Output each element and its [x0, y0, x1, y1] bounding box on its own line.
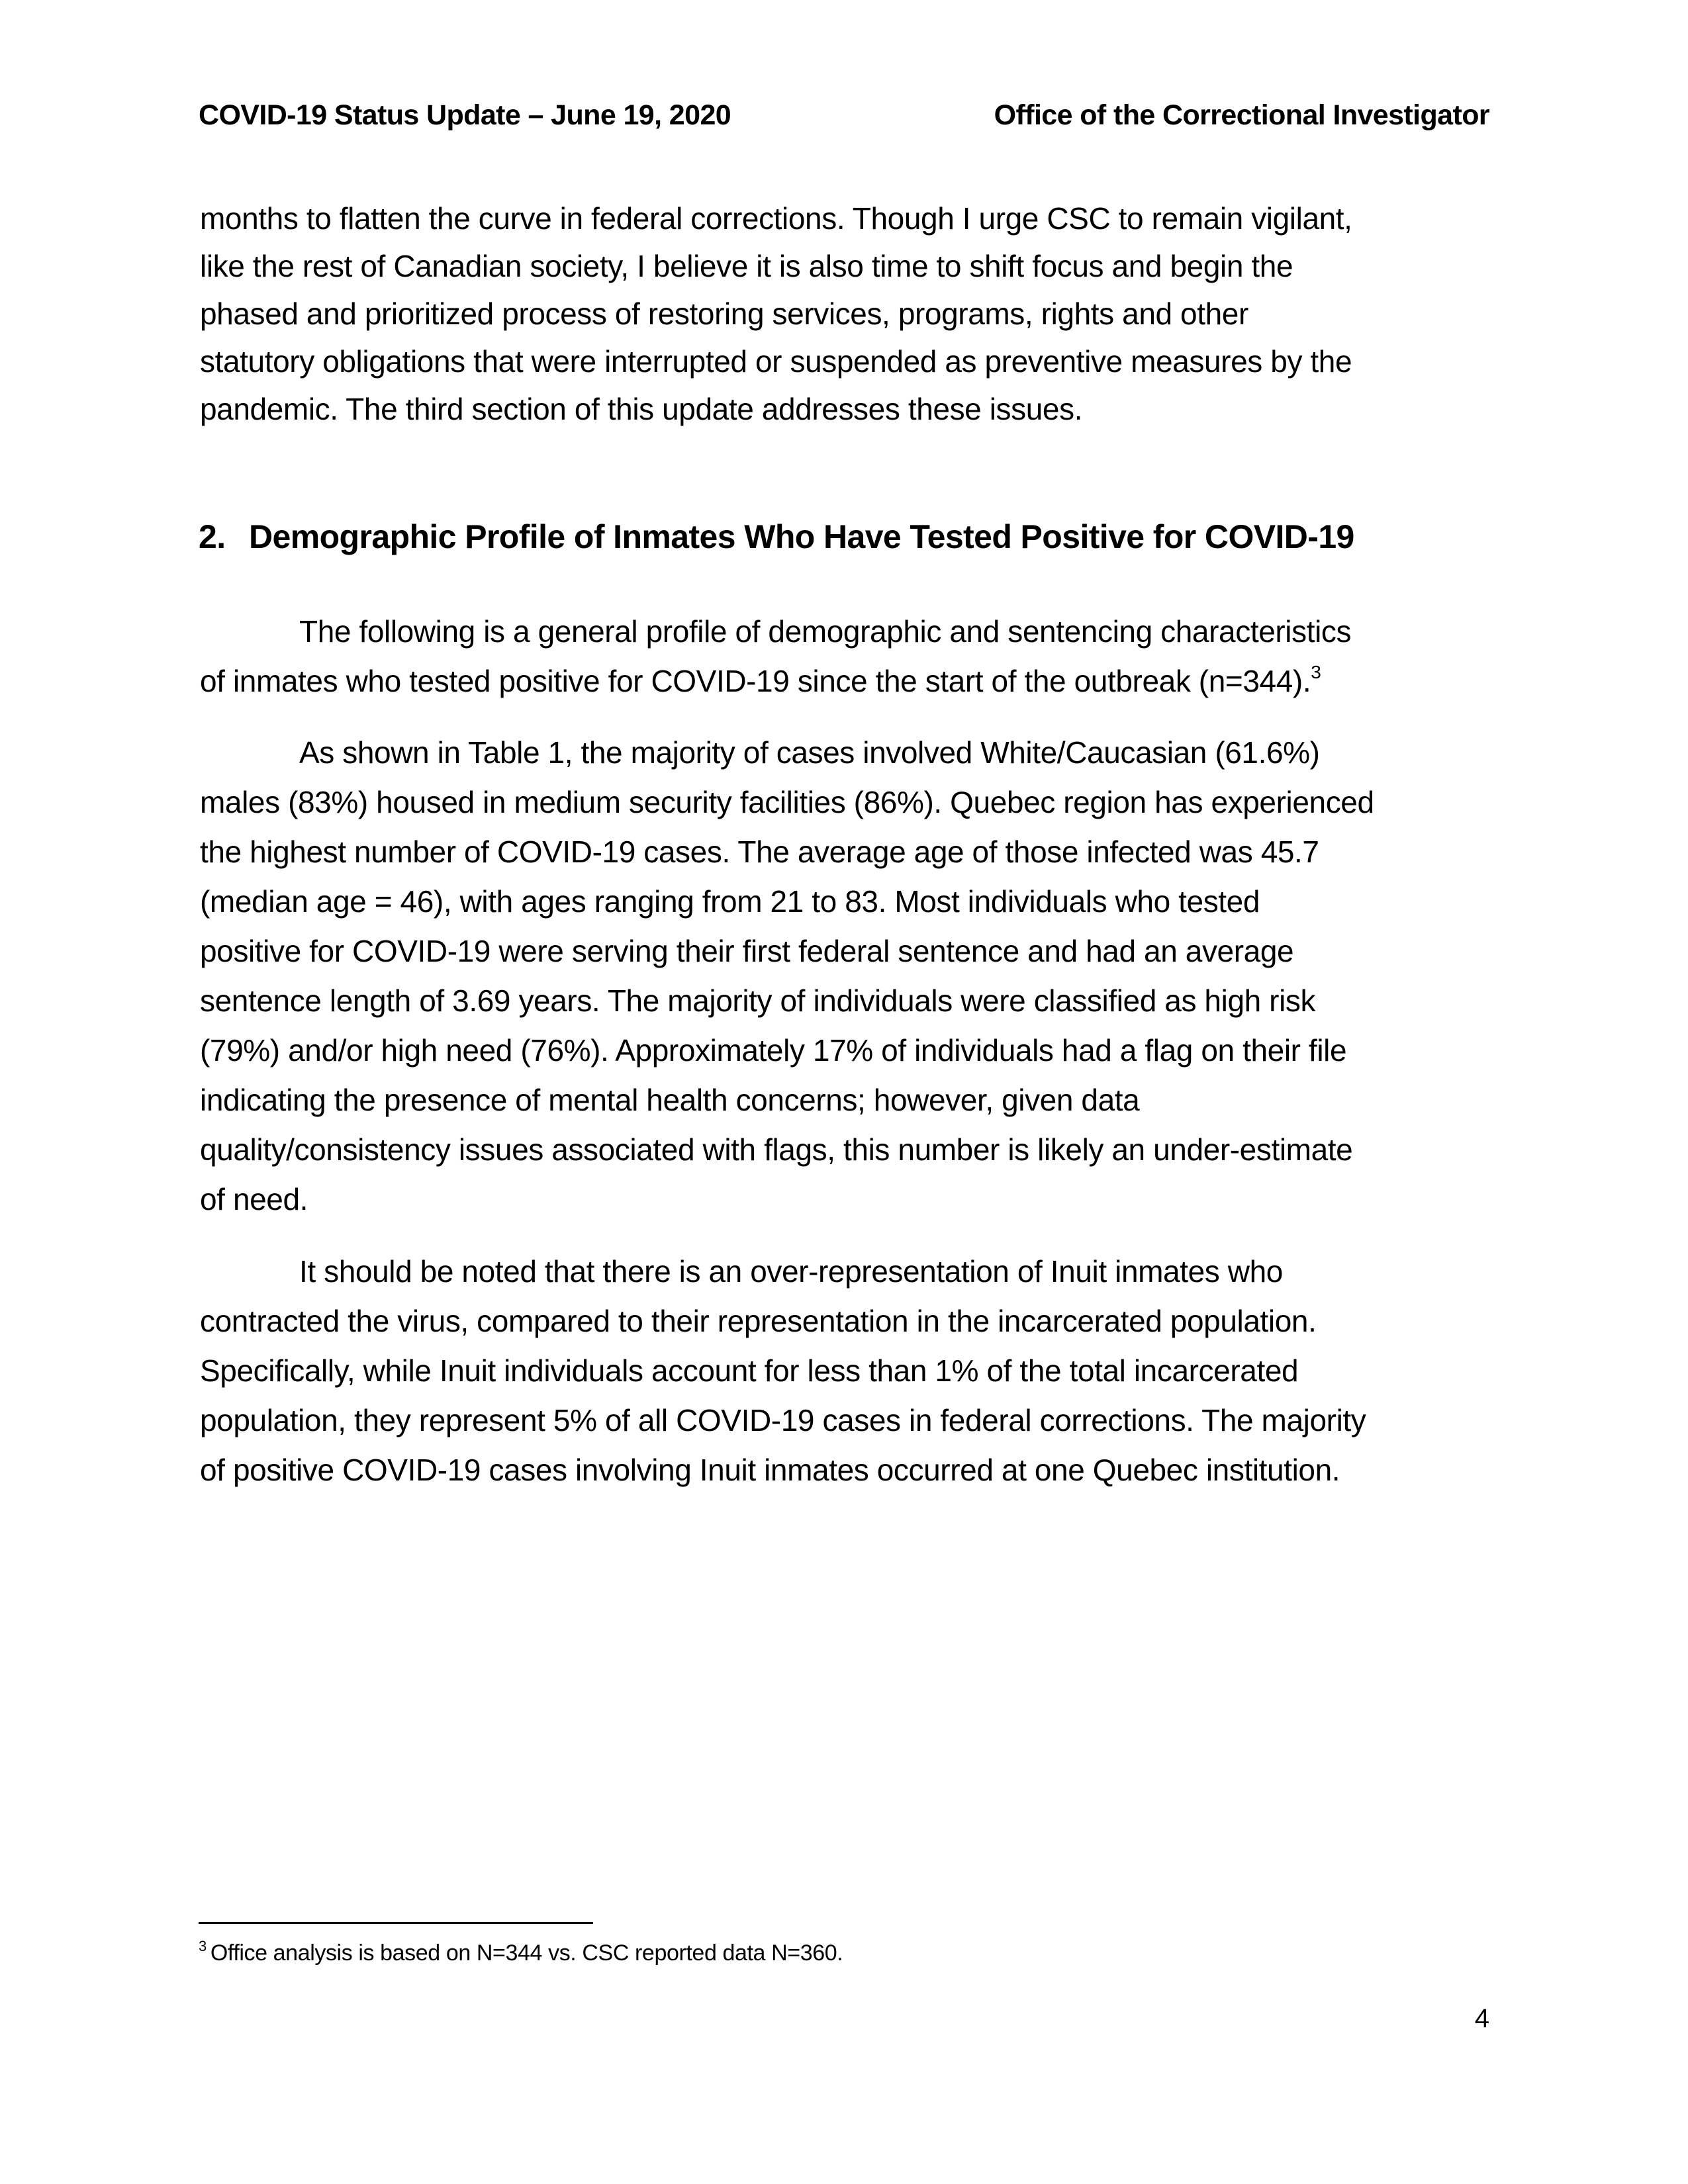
text-line: (79%) and/or high need (76%). Approximately 17% of individuals had a flag on their file [200, 1033, 1347, 1068]
header-document-title: COVID-19 Status Update – June 19, 2020 [199, 99, 731, 131]
paragraph-inuit-representation [200, 1247, 1497, 1495]
footnote [199, 1940, 843, 1966]
text-line: pandemic. The third section of this update addresses these issues. [200, 392, 1083, 426]
text-line: like the rest of Canadian society, I believe it is also time to shift focus and begin the [200, 249, 1293, 283]
text-line: population, they represent 5% of all COVID-19 cases in federal corrections. The majority [200, 1403, 1366, 1437]
text-line: positive for COVID-19 were serving their first federal sentence and had an average [200, 934, 1294, 968]
paragraph-profile-intro [200, 607, 1497, 706]
text-line: quality/consistency issues associated with flags, this number is likely an under-estimate [200, 1132, 1353, 1167]
page-header [199, 99, 1489, 139]
text-line: of inmates who tested positive for COVID-19 since the start of the outbreak (n=344). [200, 664, 1311, 698]
text-line: contracted the virus, compared to their representation in the incarcerated population. [200, 1304, 1317, 1338]
footnote-reference[interactable]: 3 [1311, 662, 1321, 682]
section-number: 2. [199, 518, 226, 555]
text-line: of positive COVID-19 cases involving Inuit inmates occurred at one Quebec institution. [200, 1453, 1340, 1487]
paragraph-demographics [200, 728, 1497, 1224]
text-line: phased and prioritized process of restoring services, programs, rights and other [200, 296, 1248, 331]
text-line: It should be noted that there is an over-representation of Inuit inmates who [299, 1254, 1283, 1289]
text-line: sentence length of 3.69 years. The majority of individuals were classified as high risk [200, 983, 1316, 1018]
text-line: of need. [200, 1182, 308, 1216]
footnote-text: Office analysis is based on N=344 vs. CSC reported data N=360. [210, 1940, 843, 1966]
text-line: As shown in Table 1, the majority of cases involved White/Caucasian (61.6%) [299, 735, 1320, 770]
text-line: indicating the presence of mental health concerns; however, given data [200, 1083, 1140, 1117]
section-title: Demographic Profile of Inmates Who Have Tested Positive for COVID-19 [249, 518, 1354, 555]
text-line: the highest number of COVID-19 cases. The average age of those infected was 45.7 [200, 835, 1319, 869]
text-line-with-footnote [200, 657, 1497, 706]
footnote-marker: 3 [199, 1938, 207, 1954]
section-heading [199, 518, 1354, 556]
text-line: Specifically, while Inuit individuals account for less than 1% of the total incarcerated [200, 1353, 1299, 1388]
page-number: 4 [1474, 2004, 1489, 2033]
text-line: The following is a general profile of demographic and sentencing characteristics [299, 614, 1352, 649]
footnote-separator [199, 1922, 593, 1924]
text-line: statutory obligations that were interrupted or suspended as preventive measures by the [200, 344, 1352, 379]
text-line: months to flatten the curve in federal corrections. Though I urge CSC to remain vigilant, [200, 201, 1352, 236]
header-organization: Office of the Correctional Investigator [994, 99, 1489, 131]
text-line: males (83%) housed in medium security facilities (86%). Quebec region has experienced [200, 785, 1374, 819]
paragraph-continuation [200, 195, 1497, 433]
text-line: (median age = 46), with ages ranging from 21 to 83. Most individuals who tested [200, 884, 1260, 919]
